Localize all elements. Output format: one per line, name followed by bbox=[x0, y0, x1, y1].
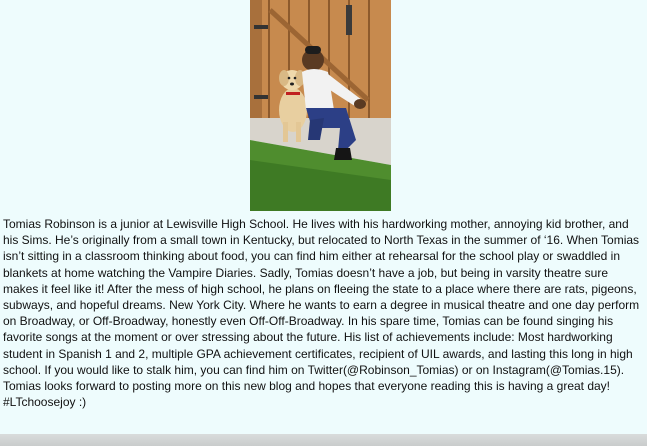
bottom-scroll-strip bbox=[0, 434, 647, 446]
bio-text: Tomias Robinson is a junior at Lewisville High School. He lives with his hardworking mother, annoying kid brother, and his Sims. He’s originally from a small town in Kentucky, but relocated to North Texas in the summer of ‘16. When Tomias isn’t sitting in a classroom thinking about food, you can find him either at rehearsal for the school play or swaddled in blankets at home watching the Vampire Diaries. Sadly, Tomias doesn’t have a job, but being in varsity theatre sure makes it feel like it! After the mess of high school, he plans on fleeing the state to a place where there are rats, pigeons, subways, and hopeful dreams. New York City. Where he wants to earn a degree in musical theatre and one day perform on Broadway, or Off-Broadway, honestly even Off-Off-Broadway. In his spare time, Tomias can be found singing his favorite songs at the moment or over stressing about the future. His list of achievements include: Most hardworking student in Spanish 1 and 2, multiple GPA achievement certificates, recipient of UIL awards, and lasting this long in high school. If you would like to stalk him, you can find him on Twitter(@Robinson_Tomias) or on Instagram(@Tomias.15). Tomias looks forward to posting more on this new blog and hopes that everyone reading this is having a great day! #LTchoosejoy :) bbox=[3, 217, 640, 410]
profile-photo bbox=[250, 0, 391, 211]
